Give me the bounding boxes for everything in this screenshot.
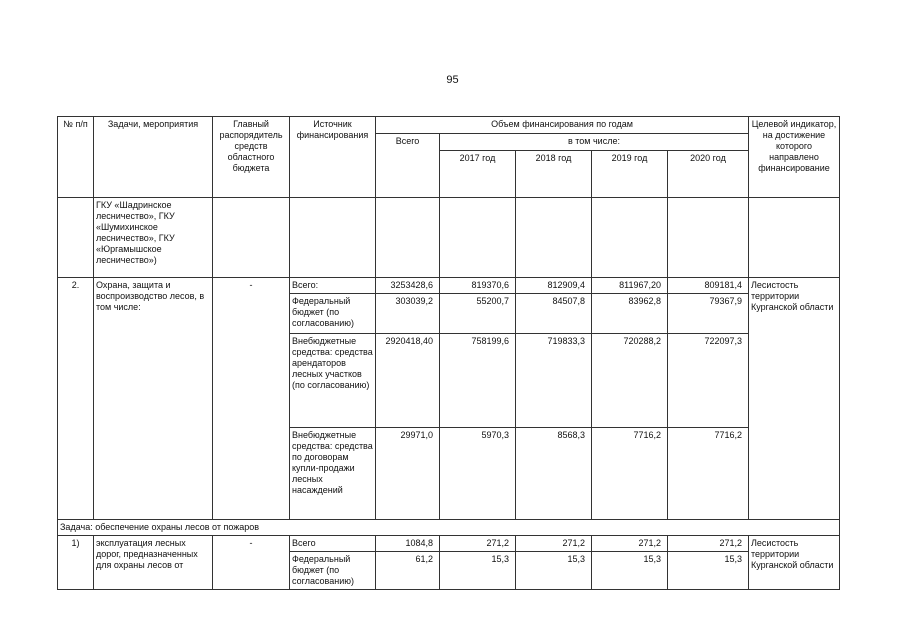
item1-manager: - [213, 536, 290, 590]
page-number: 95 [446, 74, 459, 86]
header-indicator: Целевой индикатор, на достижение которого направлено финансирование [749, 117, 840, 198]
value-2019: 15,3 [592, 552, 668, 590]
value-2020: 79367,9 [668, 294, 749, 334]
total-cell: 3253428,6 [376, 278, 440, 294]
section2-manager: - [213, 278, 290, 520]
value-2020: 809181,4 [668, 278, 749, 294]
section2-num: 2. [58, 278, 94, 520]
header-num: № п/п [58, 117, 94, 198]
header-2018: 2018 год [516, 151, 592, 198]
value-2018: 812909,4 [516, 278, 592, 294]
header-including: в том числе: [440, 134, 749, 151]
table-row [58, 520, 840, 536]
table-row [58, 536, 840, 552]
value-2018: 15,3 [516, 552, 592, 590]
value-2020: 722097,3 [668, 334, 749, 428]
source-cell: Федеральный бюджет (по согласованию) [290, 294, 376, 334]
section2-indicator: Лесистость территории Курганской области [749, 278, 840, 520]
value-2019: 271,2 [592, 536, 668, 552]
value-2017: 5970,3 [440, 428, 516, 520]
value-2018: 719833,3 [516, 334, 592, 428]
source-cell: Всего [290, 536, 376, 552]
header-2019: 2019 год [592, 151, 668, 198]
value-2020: 7716,2 [668, 428, 749, 520]
total-cell: 2920418,40 [376, 334, 440, 428]
value-2017: 758199,6 [440, 334, 516, 428]
header-total: Всего [376, 134, 440, 198]
header-volume: Объем финансирования по годам [376, 117, 749, 134]
total-cell: 61,2 [376, 552, 440, 590]
table-row [58, 198, 840, 278]
value-2017: 55200,7 [440, 294, 516, 334]
section2-task: Охрана, защита и воспроизводство лесов, в том числе: [94, 278, 213, 520]
item1-indicator: Лесистость территории Курганской области [749, 536, 840, 590]
value-2019: 720288,2 [592, 334, 668, 428]
continuation-task: ГКУ «Шадринское лесничество», ГКУ «Шумихинское лесничество», ГКУ «Юргамышское лесничество») [94, 198, 213, 278]
item1-task: эксплуатация лесных дорог, предназначенных для охраны лесов от [94, 536, 213, 590]
source-cell: Всего: [290, 278, 376, 294]
header-tasks: Задачи, мероприятия [94, 117, 213, 198]
table-row [58, 278, 840, 294]
header-manager: Главный распорядитель средств областного бюджета [213, 117, 290, 198]
value-2019: 7716,2 [592, 428, 668, 520]
value-2019: 811967,20 [592, 278, 668, 294]
source-cell: Внебюджетные средства: средства арендаторов лесных участков (по согласованию) [290, 334, 376, 428]
total-cell: 303039,2 [376, 294, 440, 334]
value-2020: 271,2 [668, 536, 749, 552]
header-2017: 2017 год [440, 151, 516, 198]
total-cell: 29971,0 [376, 428, 440, 520]
source-cell: Федеральный бюджет (по согласованию) [290, 552, 376, 590]
value-2019: 83962,8 [592, 294, 668, 334]
source-cell: Внебюджетные средства: средства по договорам купли-продажи лесных насаждений [290, 428, 376, 520]
value-2020: 15,3 [668, 552, 749, 590]
task-heading: Задача: обеспечение охраны лесов от пожаров [58, 520, 840, 536]
value-2017: 271,2 [440, 536, 516, 552]
value-2018: 8568,3 [516, 428, 592, 520]
total-cell: 1084,8 [376, 536, 440, 552]
value-2017: 819370,6 [440, 278, 516, 294]
header-2020: 2020 год [668, 151, 749, 198]
value-2018: 84507,8 [516, 294, 592, 334]
financing-table [57, 116, 840, 590]
value-2017: 15,3 [440, 552, 516, 590]
value-2018: 271,2 [516, 536, 592, 552]
item1-num: 1) [58, 536, 94, 590]
header-source: Источник финансирования [290, 117, 376, 198]
